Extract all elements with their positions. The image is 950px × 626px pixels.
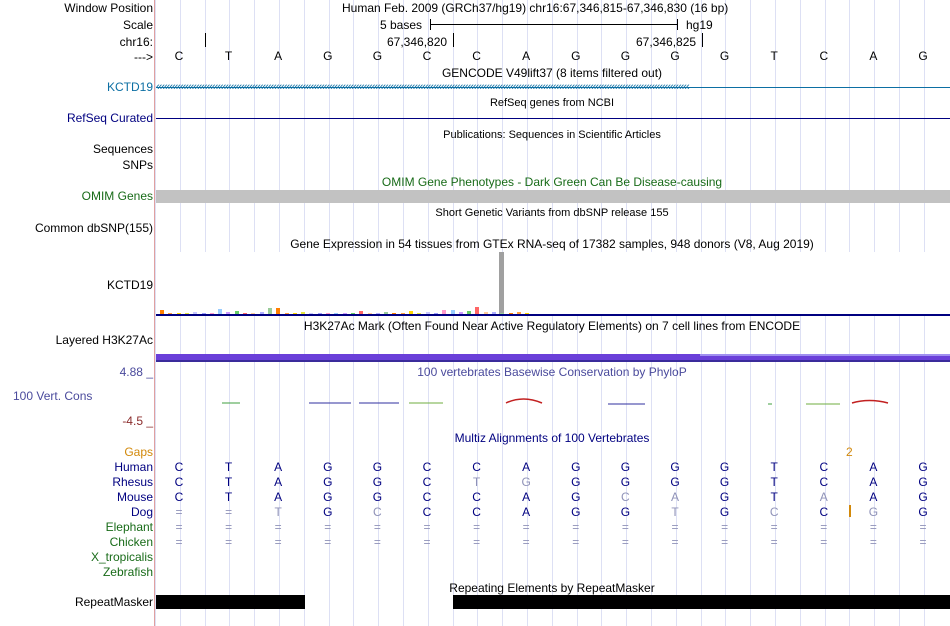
aligned-base: T [472, 475, 481, 489]
phylop-track-label[interactable]: 100 Vert. Cons [13, 389, 93, 403]
aligned-base: G [521, 475, 531, 489]
species-label-dog[interactable]: Dog [130, 505, 153, 519]
aligned-base: T [770, 460, 778, 474]
aligned-base: = [671, 535, 679, 549]
aligned-base: T [274, 505, 282, 519]
reference-base[interactable]: G [670, 49, 680, 63]
aligned-base: G [571, 460, 581, 474]
common-dbsnp-label[interactable]: Common dbSNP(155) [34, 221, 153, 235]
aligned-base: C [174, 490, 184, 504]
aligned-base: T [770, 490, 778, 504]
aligned-base: C [819, 505, 829, 519]
aligned-base: G [323, 460, 333, 474]
reference-base[interactable]: T [224, 49, 233, 63]
multiz-track-title: Multiz Alignments of 100 Vertebrates [454, 431, 650, 445]
gtex-gene-label[interactable]: KCTD19 [106, 278, 153, 292]
chromosome-label: chr16: [119, 35, 153, 49]
aligned-base: A [869, 475, 878, 489]
species-label-elephant[interactable]: Elephant [105, 520, 153, 534]
species-label-zebrafish[interactable]: Zebrafish [102, 565, 153, 579]
aligned-base: T [224, 475, 233, 489]
aligned-base: G [620, 475, 631, 489]
aligned-base: = [671, 520, 679, 534]
aligned-base: = [721, 535, 729, 549]
refseq-transcript[interactable] [156, 118, 950, 119]
aligned-base: = [175, 520, 183, 534]
aligned-base: A [670, 490, 679, 504]
omim-gene-bar[interactable] [156, 190, 950, 203]
aligned-base: G [670, 475, 680, 489]
aligned-base: = [869, 535, 877, 549]
reference-base[interactable]: T [770, 49, 778, 63]
gtex-plot-area[interactable] [156, 252, 950, 314]
aligned-base: A [274, 490, 283, 504]
aligned-base: A [274, 460, 283, 474]
reference-base[interactable]: C [819, 49, 829, 63]
gaps-count: 2 [846, 445, 853, 459]
reference-base[interactable]: C [422, 49, 432, 63]
ruler-tick-3 [702, 33, 703, 47]
aligned-base: = [225, 535, 233, 549]
repeat-element-2[interactable] [453, 595, 950, 609]
refseq-curated-label[interactable]: RefSeq Curated [66, 111, 153, 125]
aligned-base: = [572, 535, 580, 549]
aligned-base: = [522, 535, 530, 549]
phylop-wiggle[interactable] [156, 394, 950, 410]
aligned-base: = [770, 520, 778, 534]
aligned-base: A [819, 490, 828, 504]
aligned-base: A [274, 475, 283, 489]
aligned-base: A [869, 490, 878, 504]
aligned-base: = [621, 535, 629, 549]
aligned-base: C [621, 490, 630, 504]
reference-base[interactable]: G [323, 49, 333, 63]
aligned-base: G [372, 475, 383, 489]
aligned-base: G [918, 505, 928, 519]
reference-base[interactable]: G [918, 49, 928, 63]
aligned-base: = [274, 535, 282, 549]
scale-label: Scale [122, 18, 153, 32]
aligned-base: C [472, 490, 481, 504]
aligned-base: G [571, 505, 581, 519]
aligned-base: G [323, 490, 333, 504]
strand-label: ---> [134, 50, 153, 64]
aligned-base: G [670, 460, 680, 474]
aligned-base: = [869, 520, 877, 534]
reference-base[interactable]: G [620, 49, 631, 63]
aligned-base: = [919, 520, 927, 534]
insertion-marker [849, 505, 851, 517]
aligned-base: G [868, 505, 879, 519]
reference-base[interactable]: G [719, 49, 730, 63]
aligned-base: C [174, 475, 184, 489]
aligned-base: = [373, 535, 381, 549]
scale-bar-right-tick [677, 19, 678, 30]
aligned-base: T [671, 505, 679, 519]
aligned-base: A [869, 460, 878, 474]
aligned-base: = [373, 520, 381, 534]
aligned-base: G [719, 475, 730, 489]
gtex-tissue-bar [475, 307, 479, 314]
aligned-base: T [224, 460, 233, 474]
reference-base[interactable]: A [522, 49, 531, 63]
ruler-tick-2 [453, 33, 454, 47]
aligned-base: G [918, 475, 928, 489]
gtex-baseline [156, 314, 950, 316]
phylop-max-label: 4.88 _ [119, 365, 153, 379]
omim-genes-label[interactable]: OMIM Genes [81, 189, 153, 203]
aligned-base: = [820, 535, 828, 549]
species-label-mouse[interactable]: Mouse [116, 490, 153, 504]
ruler-coord-1: 67,346,820 [387, 35, 448, 49]
aligned-base: = [324, 535, 332, 549]
aligned-base: G [571, 490, 581, 504]
snps-label[interactable]: SNPs [122, 158, 153, 172]
aligned-base: C [819, 460, 829, 474]
aligned-base: C [819, 475, 829, 489]
h3k27ac-signal-light [700, 354, 950, 356]
reference-base[interactable]: C [174, 49, 184, 63]
aligned-base: G [918, 460, 928, 474]
aligned-base: = [423, 520, 431, 534]
aligned-base: G [620, 460, 631, 474]
ruler-coord-2: 67,346,825 [636, 35, 697, 49]
aligned-base: G [719, 460, 730, 474]
aligned-base: G [571, 475, 581, 489]
phylop-min-label: -4.5 _ [122, 414, 153, 428]
aligned-base: C [422, 460, 432, 474]
phylop-track-title: 100 vertebrates Basewise Conservation by PhyloP [417, 365, 687, 379]
repeatmasker-label[interactable]: RepeatMasker [74, 595, 153, 609]
aligned-base: = [820, 520, 828, 534]
aligned-base: = [621, 520, 629, 534]
aligned-base: = [225, 520, 233, 534]
aligned-base: G [372, 460, 383, 474]
aligned-base: = [919, 535, 927, 549]
aligned-base: = [473, 535, 481, 549]
aligned-base: G [719, 505, 730, 519]
aligned-base: G [620, 505, 631, 519]
aligned-base: = [175, 505, 183, 519]
aligned-base: G [918, 490, 928, 504]
reference-base[interactable]: A [274, 49, 283, 63]
repeat-element-1[interactable] [156, 595, 305, 609]
aligned-base: T [770, 475, 778, 489]
aligned-base: G [323, 505, 333, 519]
aligned-base: = [572, 520, 580, 534]
gtex-track-title: Gene Expression in 54 tissues from GTEx RNA-seq of 17382 samples, 948 donors (V8, Aug 2019) [290, 237, 814, 251]
species-label-rhesus[interactable]: Rhesus [112, 475, 153, 489]
gtex-gene-marker [499, 252, 504, 314]
aligned-base: C [472, 505, 481, 519]
reference-base[interactable]: G [571, 49, 581, 63]
species-label-chicken[interactable]: Chicken [109, 535, 153, 549]
aligned-base: C [472, 460, 481, 474]
species-label-x_tropicalis[interactable]: X_tropicalis [90, 550, 153, 564]
scale-text: 5 bases [380, 18, 423, 32]
strand-chevrons: ‹‹‹‹‹‹‹‹‹‹‹‹‹‹‹‹‹‹‹‹‹‹‹‹‹‹‹‹‹‹‹‹‹‹‹‹‹‹‹‹‹‹‹‹‹‹‹‹‹‹‹‹‹‹‹‹‹‹‹‹‹‹‹‹‹‹‹‹‹‹‹‹‹‹‹‹‹‹‹‹‹‹‹‹‹‹‹‹‹‹‹‹‹‹‹‹‹‹‹‹‹‹‹‹‹‹‹‹‹‹‹‹‹‹‹‹‹‹‹‹‹‹‹‹‹‹‹‹‹‹‹‹‹‹‹‹‹‹‹‹‹‹‹‹‹‹‹‹‹‹‹‹‹‹‹‹‹‹‹‹‹‹‹‹‹‹‹‹‹‹‹‹‹‹‹‹‹‹‹‹‹‹‹‹‹‹‹‹‹‹‹‹‹‹‹‹‹‹‹‹ [156, 81, 689, 93]
aligned-base: A [522, 460, 531, 474]
aligned-base: = [324, 520, 332, 534]
aligned-base: = [522, 520, 530, 534]
aligned-base: = [473, 520, 481, 534]
repeatmasker-track-title: Repeating Elements by RepeatMasker [449, 581, 655, 595]
aligned-base: C [373, 505, 382, 519]
aligned-base: G [719, 490, 730, 504]
aligned-base: = [225, 505, 233, 519]
publications-track-title: Publications: Sequences in Scientific Articles [443, 129, 661, 141]
aligned-base: G [372, 490, 383, 504]
window-position-label: Window Position [64, 1, 153, 15]
h3k27ac-baseline [156, 360, 950, 362]
aligned-base: A [522, 490, 531, 504]
layered-h3k27ac-label[interactable]: Layered H3K27Ac [55, 333, 153, 347]
aligned-base: C [422, 475, 432, 489]
reference-base[interactable]: C [472, 49, 481, 63]
reference-base[interactable]: G [372, 49, 383, 63]
aligned-base: = [274, 520, 282, 534]
gencode-track-title: GENCODE V49lift37 (8 items filtered out) [441, 66, 663, 80]
ruler-tick-1 [205, 33, 206, 47]
aligned-base: T [224, 490, 233, 504]
scale-bar-left-tick [430, 19, 431, 30]
species-label-human[interactable]: Human [114, 460, 153, 474]
sequences-label[interactable]: Sequences [92, 142, 153, 156]
gaps-label: Gaps [124, 445, 153, 459]
label-divider [154, 0, 155, 626]
aligned-base: C [422, 490, 432, 504]
assembly-position: Human Feb. 2009 (GRCh37/hg19) chr16:67,346,815-67,346,830 (16 bp) [342, 1, 729, 15]
aligned-base: A [522, 505, 531, 519]
aligned-base: C [422, 505, 432, 519]
gencode-gene-label[interactable]: KCTD19 [106, 80, 153, 94]
scale-bar [430, 24, 678, 25]
aligned-base: = [721, 520, 729, 534]
scale-assembly: hg19 [686, 18, 713, 32]
refseq-track-title: RefSeq genes from NCBI [489, 97, 615, 109]
aligned-base: C [769, 505, 779, 519]
reference-base[interactable]: A [869, 49, 878, 63]
aligned-base: = [770, 535, 778, 549]
aligned-base: C [174, 460, 184, 474]
aligned-base: G [323, 475, 333, 489]
omim-track-title: OMIM Gene Phenotypes - Dark Green Can Be Disease-causing [381, 175, 723, 189]
dbsnp-track-title: Short Genetic Variants from dbSNP release 155 [435, 207, 669, 219]
h3k27ac-track-title: H3K27Ac Mark (Often Found Near Active Regulatory Elements) on 7 cell lines from ENCODE [303, 319, 801, 333]
aligned-base: = [423, 535, 431, 549]
aligned-base: = [175, 535, 183, 549]
